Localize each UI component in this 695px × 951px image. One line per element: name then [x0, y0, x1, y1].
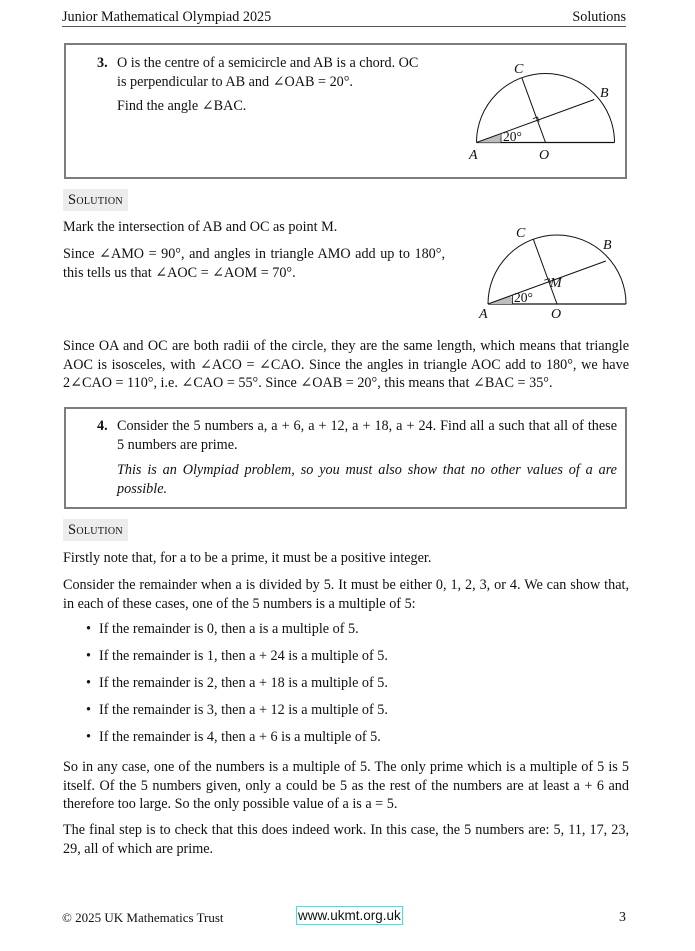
section-title: Solutions — [572, 9, 626, 25]
solution-tag: Solution — [63, 519, 128, 541]
point-label-m: M — [550, 276, 562, 291]
chord-ab — [477, 100, 595, 143]
semicircle-diagram-with-m — [470, 222, 640, 327]
problem-number: 3. — [97, 55, 108, 71]
copyright-notice: © 2025 UK Mathematics Trust — [62, 910, 224, 925]
point-label-b: B — [603, 238, 612, 253]
problem-4-note: This is an Olympiad problem, so you must also show that no other values of a are possible. — [117, 462, 617, 497]
list-item: • If the remainder is 4, then a + 6 is a multiple of 5. — [86, 728, 388, 755]
angle-label: 20° — [514, 290, 533, 305]
semicircle-diagram — [461, 55, 641, 165]
problem-number: 4. — [97, 418, 108, 434]
point-label-c: C — [514, 62, 524, 77]
point-label-a: A — [479, 307, 488, 322]
remainder-case-list — [86, 620, 388, 755]
problem-3-line-1: O is the centre of a semicircle and AB is a chord. OC — [117, 55, 419, 71]
page-number: 3 — [619, 910, 626, 925]
problem-4-box — [64, 407, 627, 509]
website-link[interactable]: www.ukmt.org.uk — [298, 908, 401, 923]
point-label-a: A — [469, 148, 478, 163]
solution-tag: Solution — [63, 189, 128, 211]
radius-oc — [533, 239, 557, 304]
semicircle-arc — [477, 74, 615, 143]
list-item: • If the remainder is 3, then a + 12 is a multiple of 5. — [86, 701, 388, 728]
list-item: • If the remainder is 2, then a + 18 is a multiple of 5. — [86, 674, 388, 701]
angle-label: 20° — [503, 129, 522, 144]
chord-ab — [488, 261, 606, 304]
list-item: • If the remainder is 0, then a is a multiple of 5. — [86, 620, 388, 647]
problem-3-question: Find the angle ∠BAC. — [117, 98, 247, 114]
solution-4-paragraph-3: So in any case, one of the numbers is a multiple of 5. The only prime which is a multiple of 5 is 5 itself. Of the 5 numbers given, only a could be 5 as the rest of the numbers are at least a + 6 and therefore too large. So the only possible value of a is a = 5. — [63, 759, 629, 812]
list-item: • If the remainder is 1, then a + 24 is a multiple of 5. — [86, 647, 388, 674]
solution-3-paragraph-3: Since OA and OC are both radii of the circle, they are the same length, which means that triangle AOC is isosceles, with ∠ACO = ∠CAO. Since the angles in triangle AOC add to 180°, we have 2∠CAO = 110°, i.e. ∠CAO = 55°. Since ∠OAB = 20°, this means that ∠BAC = 35°. — [63, 338, 629, 391]
problem-3-text — [117, 54, 437, 116]
solution-3-paragraph-1: Mark the intersection of AB and OC as point M. — [63, 219, 338, 235]
point-label-b: B — [600, 86, 609, 101]
solution-3-paragraph-2: Since ∠AMO = 90°, and angles in triangle AMO add up to 180°, this tells us that ∠AOC = ∠AOM = 70°. — [63, 246, 445, 281]
point-label-o: O — [539, 148, 550, 163]
solution-4-paragraph-1: Firstly note that, for a to be a prime, it must be a positive integer. — [63, 550, 432, 566]
page-header — [62, 7, 626, 27]
problem-3-box — [64, 43, 627, 179]
point-label-c: C — [516, 226, 526, 241]
problem-3-line-2: is perpendicular to AB and ∠OAB = 20°. — [117, 73, 353, 90]
solution-4-paragraph-2: Consider the remainder when a is divided by 5. It must be either 0, 1, 2, 3, or 4. We can show that, in each of these cases, one of the 5 numbers is a multiple of 5: — [63, 577, 629, 612]
radius-oc — [522, 78, 546, 143]
document-title: Junior Mathematical Olympiad 2025 — [62, 9, 272, 25]
point-label-o: O — [551, 307, 562, 322]
solution-4-paragraph-4: The final step is to check that this does indeed work. In this case, the 5 numbers are: 5, 11, 17, 23, 29, all of which are prime. — [63, 822, 629, 857]
problem-4-text — [117, 417, 617, 504]
problem-4-question: Consider the 5 numbers a, a + 6, a + 12, a + 18, a + 24. Find all a such that all of these 5 numbers are prime. — [117, 418, 617, 453]
